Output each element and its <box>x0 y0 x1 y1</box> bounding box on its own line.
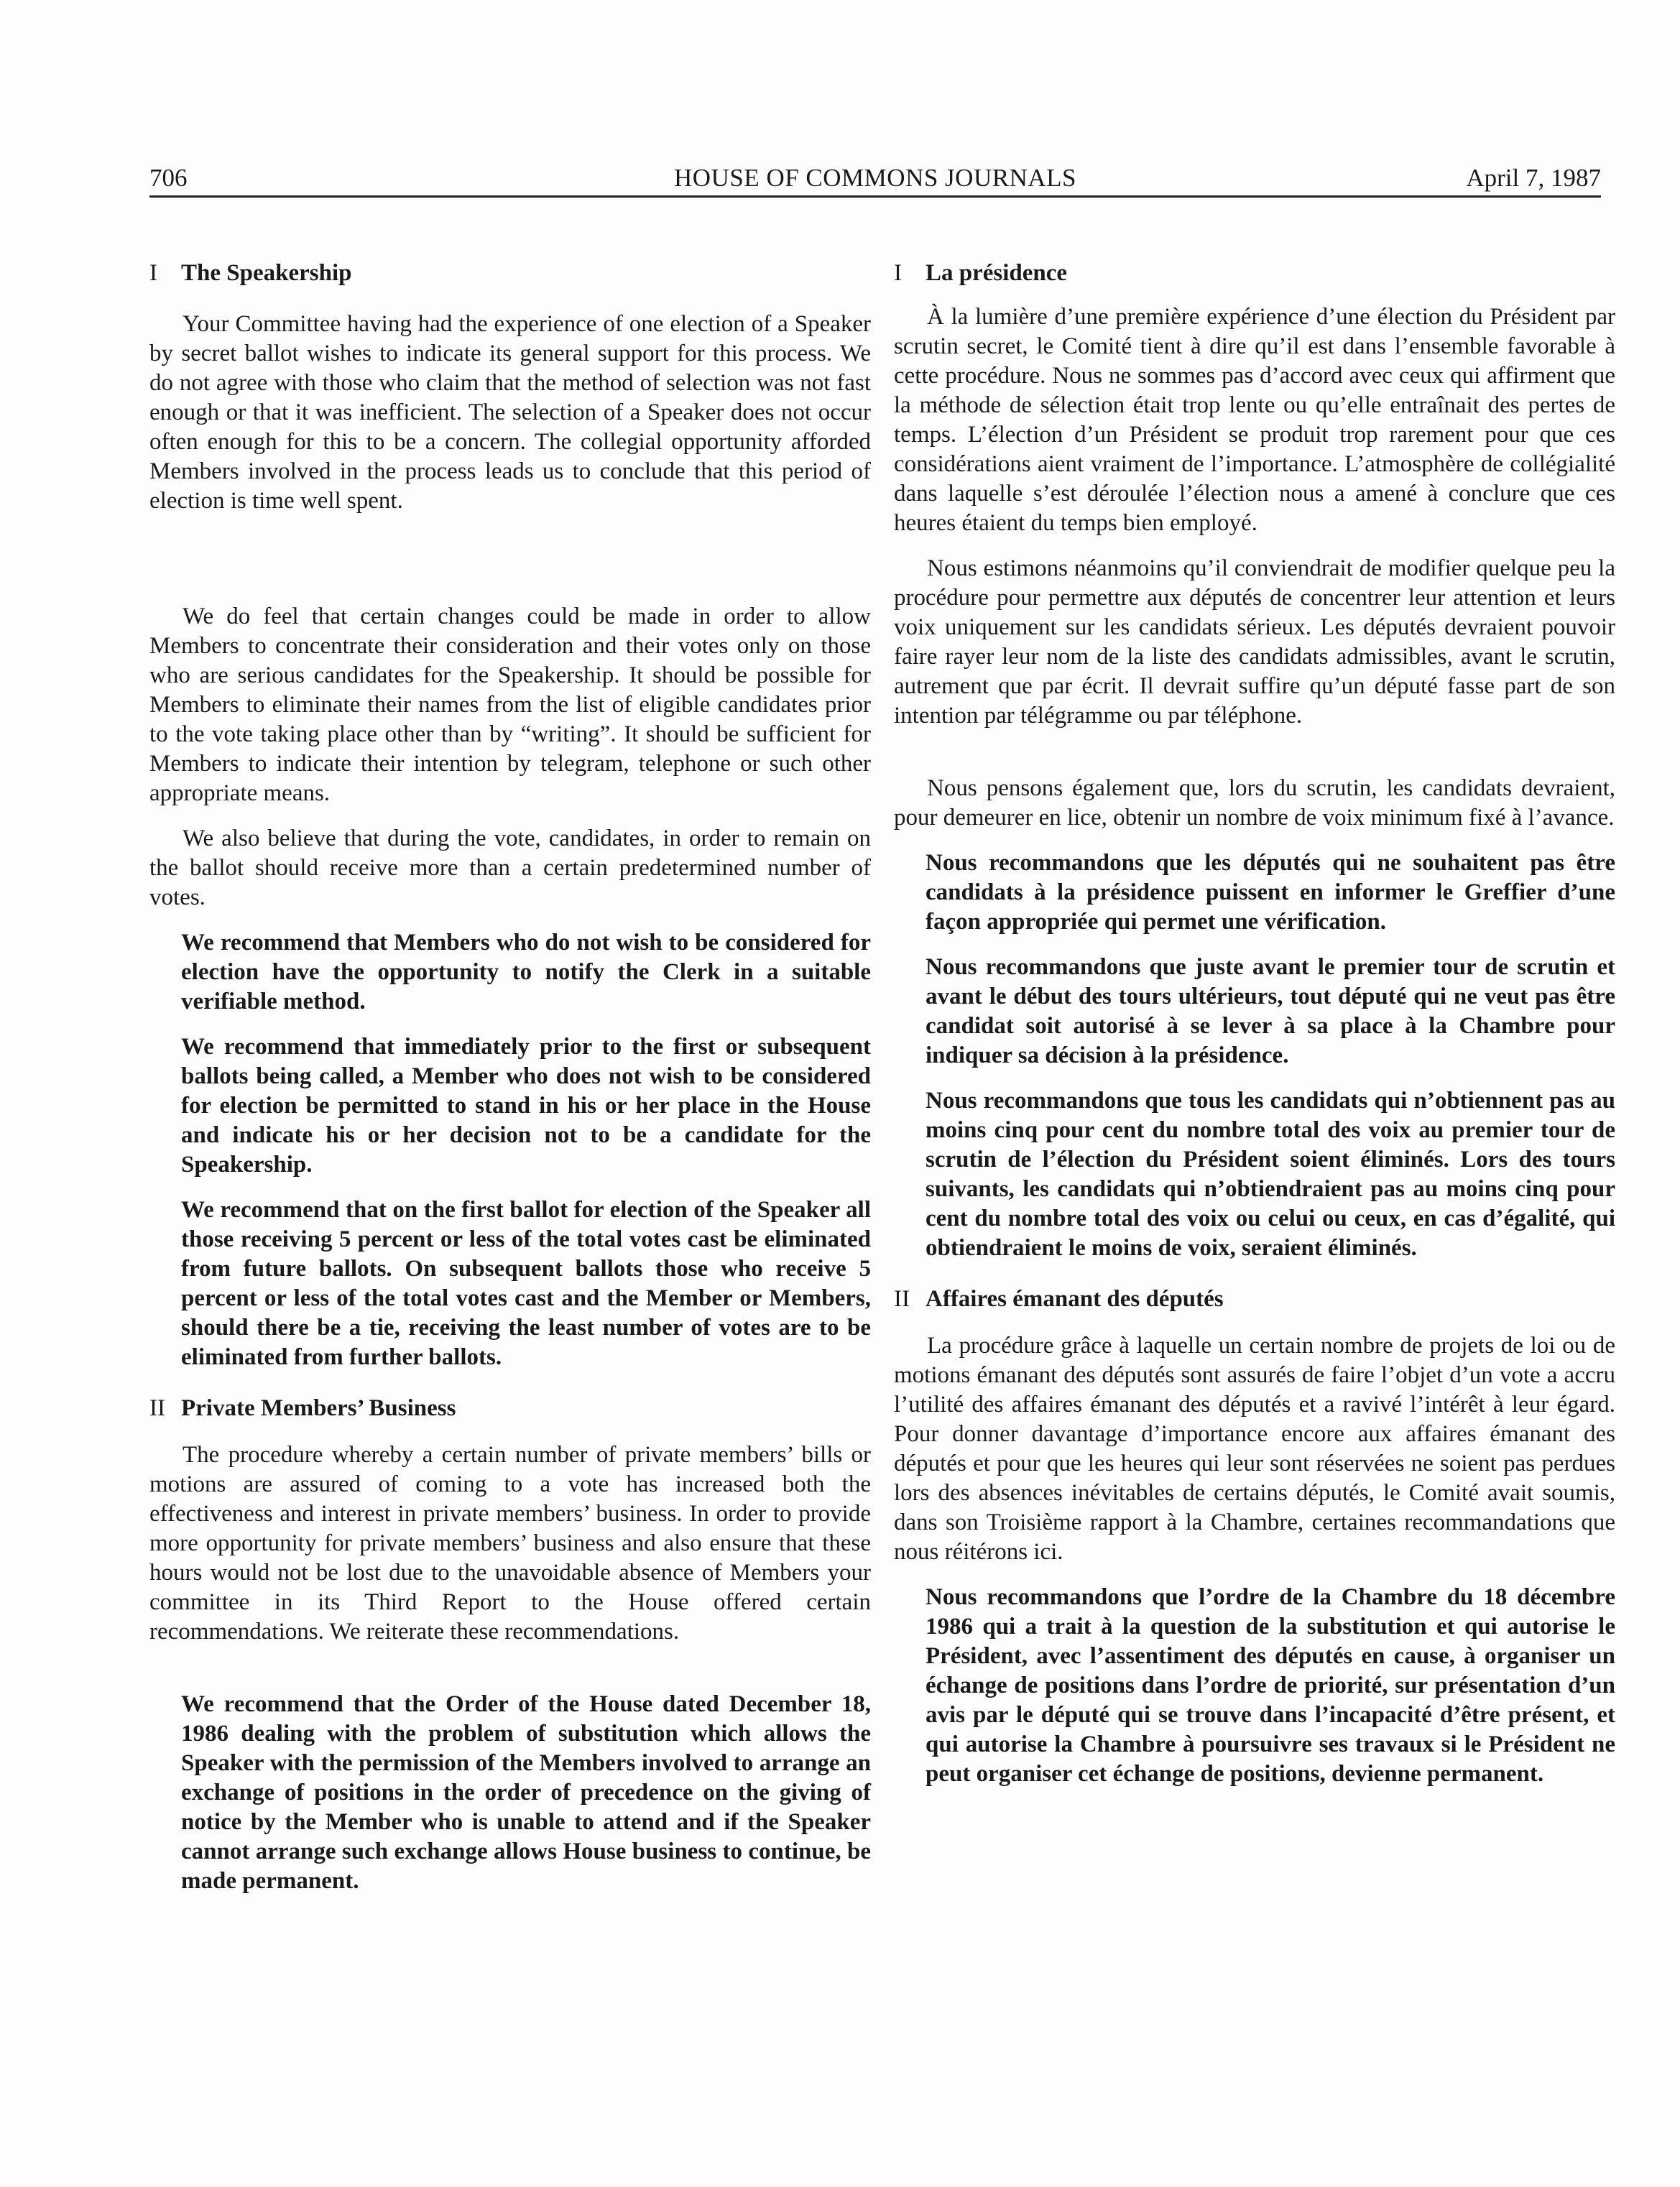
section-heading-affaires <box>894 1285 1615 1314</box>
section-title: Affaires émanant des députés <box>926 1286 1224 1312</box>
section-number: II <box>894 1286 910 1312</box>
page-header <box>149 162 1601 198</box>
section-number: I <box>894 260 902 286</box>
section-title: La présidence <box>926 260 1068 286</box>
recommendation: We recommend that immediately prior to the first or subsequent ballots being called, a Member who does not wish to be considered for election be permitted to stand in his or her place in the House and indicate his or her decision not to be a candidate for the Speakership. <box>181 1034 871 1178</box>
recommendation: We recommend that Members who do not wish to be considered for election have the opportunity to notify the Clerk in a suitable verifiable method. <box>181 930 871 1014</box>
french-column <box>894 259 1615 1805</box>
recommendation: Nous recommandons que juste avant le premier tour de scrutin et avant le début des tours ultérieurs, tout député qui ne veut pas être candidat soit autorisé à se lever à sa place à la Chambre pour indiquer sa décision à la présidence. <box>926 954 1615 1068</box>
recommendation: Nous recommandons que les députés qui ne souhaitent pas être candidats à la présidence puissent en informer le Greffier d’une façon appropriée qui permet une vérification. <box>926 850 1615 935</box>
header-rule <box>149 195 1601 198</box>
paragraph: We do feel that certain changes could be made in order to allow Members to concentrate their consideration and their votes only on those who are serious candidates for the Speakership. It should be possible for Members to eliminate their names from the list of eligible candidates prior to the vote taking place other than by “writing”. It should be sufficient for Members to indicate their intention by telegram, telephone or such other appropriate means. <box>149 604 871 806</box>
recommendation: Nous recommandons que tous les candidats qui n’obtiennent pas au moins cinq pour cent du nombre total des voix au premier tour de scrutin de l’élection du Président soient éliminés. Lors des tours suivants, les candidats qui n’obtiendraient pas au moins cinq pour cent du nombre total des voix ou celui ou ceux, en cas d’égalité, qui obtiendraient le moins de voix, seraient éliminés. <box>926 1088 1615 1261</box>
journal-title: HOUSE OF COMMONS JOURNALS <box>674 164 1076 192</box>
paragraph: Nous estimons néanmoins qu’il conviendrait de modifier quelque peu la procédure pour permettre aux députés de concentrer leur attention et leurs voix uniquement sur les candidats sérieux. Les députés devraient pouvoir faire rayer leur nom de la liste des candidats admissibles, avant le scrutin, autrement que par écrit. Il devrait suffire qu’un député fasse part de son intention par télégramme ou par téléphone. <box>894 555 1615 729</box>
paragraph: The procedure whereby a certain number of private members’ bills or motions are assured of coming to a vote has increased both the effectiveness and interest in private members’ business. In order to provide more opportunity for private members’ business and also ensure that these hours would not be lost due to the unavoidable absence of Members your committee in its Third Report to the House offered certain recommendations. We reiterate these recommendations. <box>149 1442 871 1645</box>
recommendation: Nous recommandons que l’ordre de la Chambre du 18 décembre 1986 qui a trait à la question de la substitution et qui autorise le Président, avec l’assentiment des députés en cause, à organiser un échange de positions dans l’ordre de priorité, sur présentation d’un avis par le député qui se trouve dans l’incapacité d’être présent, et qui autorise la Chambre à poursuivre ses travaux si le Président ne peut organiser cet échange de positions, devienne permanent. <box>926 1584 1615 1787</box>
paragraph: Nous pensons également que, lors du scrutin, les candidats devraient, pour demeurer en lice, obtenir un nombre de voix minimum fixé à l’avance. <box>894 775 1615 831</box>
recommendation: We recommend that on the first ballot for election of the Speaker all those receiving 5 percent or less of the total votes cast be eliminated from future ballots. On subsequent ballots those who receive 5 percent or less of the total votes cast and the Member or Members, should there be a tie, receiving the least number of votes are to be eliminated from further ballots. <box>181 1197 871 1370</box>
section-number: I <box>149 260 157 286</box>
paragraph: La procédure grâce à laquelle un certain nombre de projets de loi ou de motions émanant des députés sont assurés de faire l’objet d’un vote a accru l’utilité des affaires émanant des députés et a ravivé l’intérêt à leur égard. Pour donner davantage d’importance encore aux affaires émanant des députés et pour que les heures qui leur sont réservées ne soient pas perdues lors des absences inévitables de certains députés, le Comité avait soumis, dans son Troisième rapport à la Chambre, certaines recommandations que nous réitérons ici. <box>894 1333 1615 1565</box>
paragraph: Your Committee having had the experience of one election of a Speaker by secret ballot wishes to indicate its general support for this process. We do not agree with those who claim that the method of selection was not fast enough or that it was inefficient. The selection of a Speaker does not occur often enough for this to be a concern. The collegial opportunity afforded Members involved in the process leads us to conclude that this period of election is time well spent. <box>149 311 871 514</box>
recommendation: We recommend that the Order of the House dated December 18, 1986 dealing with the problem of substitution which allows the Speaker with the permission of the Members involved to arrange an exchange of positions in the order of precedence on the giving of notice by the Member who is unable to attend and if the Speaker cannot arrange such exchange allows House business to continue, be made permanent. <box>181 1691 871 1894</box>
paragraph: We also believe that during the vote, candidates, in order to remain on the ballot should receive more than a certain predetermined number of votes. <box>149 826 871 910</box>
section-heading-private-members <box>149 1394 871 1423</box>
section-heading-speakership <box>149 259 871 288</box>
section-title: Private Members’ Business <box>181 1395 456 1421</box>
page-number: 706 <box>149 164 188 192</box>
section-title: The Speakership <box>181 260 352 286</box>
journal-date: April 7, 1987 <box>1466 164 1601 192</box>
paragraph: À la lumière d’une première expérience d’une élection du Président par scrutin secret, le Comité tient à dire qu’il est dans l’ensemble favorable à cette procédure. Nous ne sommes pas d’accord avec ceux qui affirment que la méthode de sélection était trop lente ou qu’elle entraînait des pertes de temps. L’élection d’un Président se produit trop rarement pour que ces considérations aient vraiment de l’importance. L’atmosphère de collégialité dans laquelle s’est déroulée l’élection nous a amené à conclure que ces heures étaient du temps bien employé. <box>894 304 1615 536</box>
section-number: II <box>149 1395 165 1421</box>
english-column <box>149 259 871 1912</box>
section-heading-presidence <box>894 259 1615 288</box>
